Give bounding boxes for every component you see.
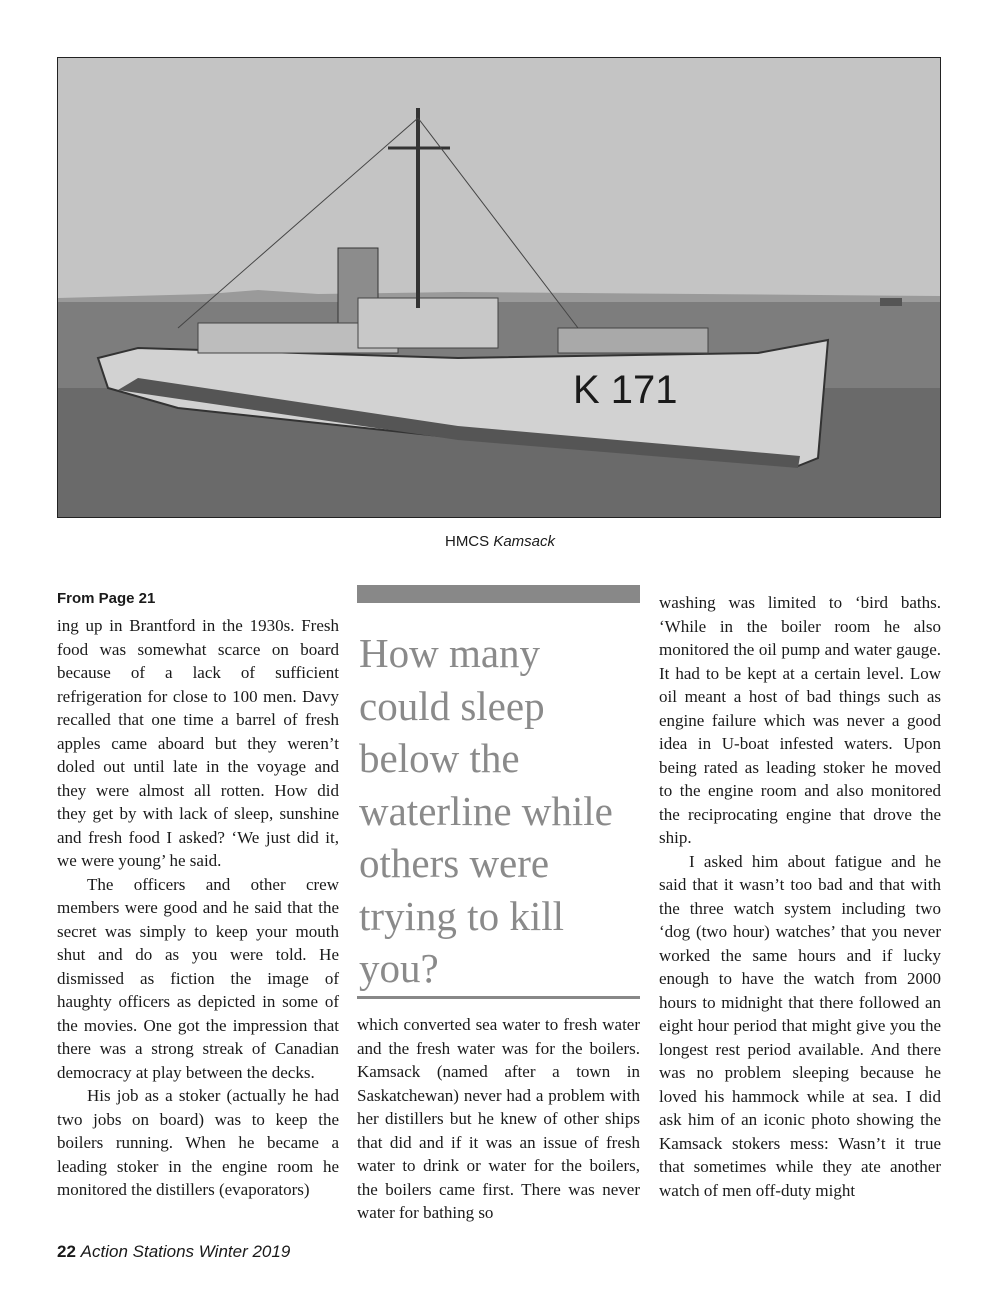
caption-ship-name: Kamsack <box>493 533 556 550</box>
caption-prefix: HMCS <box>444 533 494 550</box>
paragraph: which converted sea water to fresh water and the fresh water was for the boilers. Kamsack (named after a town in Saskatchewan) never had a problem with her distillers but he knew of other ships that did and if it was an issue of fresh water to drink or water for the boilers, the boilers came first. There was never water for bathing so <box>357 1015 640 1222</box>
pull-quote-bottom-rule <box>357 996 640 999</box>
pull-quote-top-bar <box>357 585 640 603</box>
article-column-3 <box>659 591 941 1202</box>
article-column-1 <box>57 614 339 1202</box>
hull-number: K 171 <box>573 368 678 412</box>
photo-caption <box>0 533 1000 550</box>
ship-photo <box>57 57 941 518</box>
ship-illustration <box>58 58 940 517</box>
paragraph: The officers and other crew members were good and he said that the secret was simply to keep your mouth shut and do as you were told. He dismissed as fiction the image of haughty officers as depicted in some of the movies. One got the impression that there was a strong streak of Canadian democracy at play between the decks. <box>57 874 339 1082</box>
article-column-2 <box>357 1013 640 1225</box>
publication-name: Action Stations Winter 2019 <box>80 1242 291 1261</box>
page-number: 22 <box>57 1242 76 1261</box>
paragraph: ing up in Brantford in the 1930s. Fresh food was somewhat scarce on board because of a lack of sufficient refrigeration for close to 100 men. Davy recalled that one time a barrel of fresh apples came aboard but they weren’t doled out until late in the voyage and they were almost all rotten. How did they get by with lack of sleep, sunshine and fresh food I asked? ‘We just did it, we were young’ he said. <box>57 616 339 870</box>
paragraph: washing was limited to ‘bird baths. ‘While in the boiler room he also monitored the oil pump and water gauge. It had to be kept at a certain level. Low oil meant a host of bad things such as engine failure which was never a good idea in U-boat infested waters. Upon being rated as leading stoker he moved to the engine room and also monitored the reciprocating engine that drove the ship. <box>659 593 941 847</box>
paragraph: I asked him about fatigue and he said that it wasn’t too bad and that with the three watch system including two ‘dog (two hour) watches’ that you never worked the same hours and if lucky enough to have the watch from 2000 hours to midnight that there followed an eight hour period that might give you the longest rest period available. And there was no problem sleeping because he loved his hammock while at sea. I did ask him of an iconic photo showing the Kamsack stokers mess: Wasn’t it true that sometimes while they ate another watch of men off-duty might <box>659 851 941 1200</box>
page-footer <box>57 1242 290 1262</box>
pull-quote: How many could sleep below the waterline while others were trying to kill you? <box>359 630 613 991</box>
paragraph: His job as a stoker (actually he had two jobs on board) was to keep the boilers running. When he became a leading stoker in the engine room he monitored the distillers (evaporators) <box>57 1086 339 1199</box>
continued-from-label: From Page 21 <box>57 590 156 607</box>
